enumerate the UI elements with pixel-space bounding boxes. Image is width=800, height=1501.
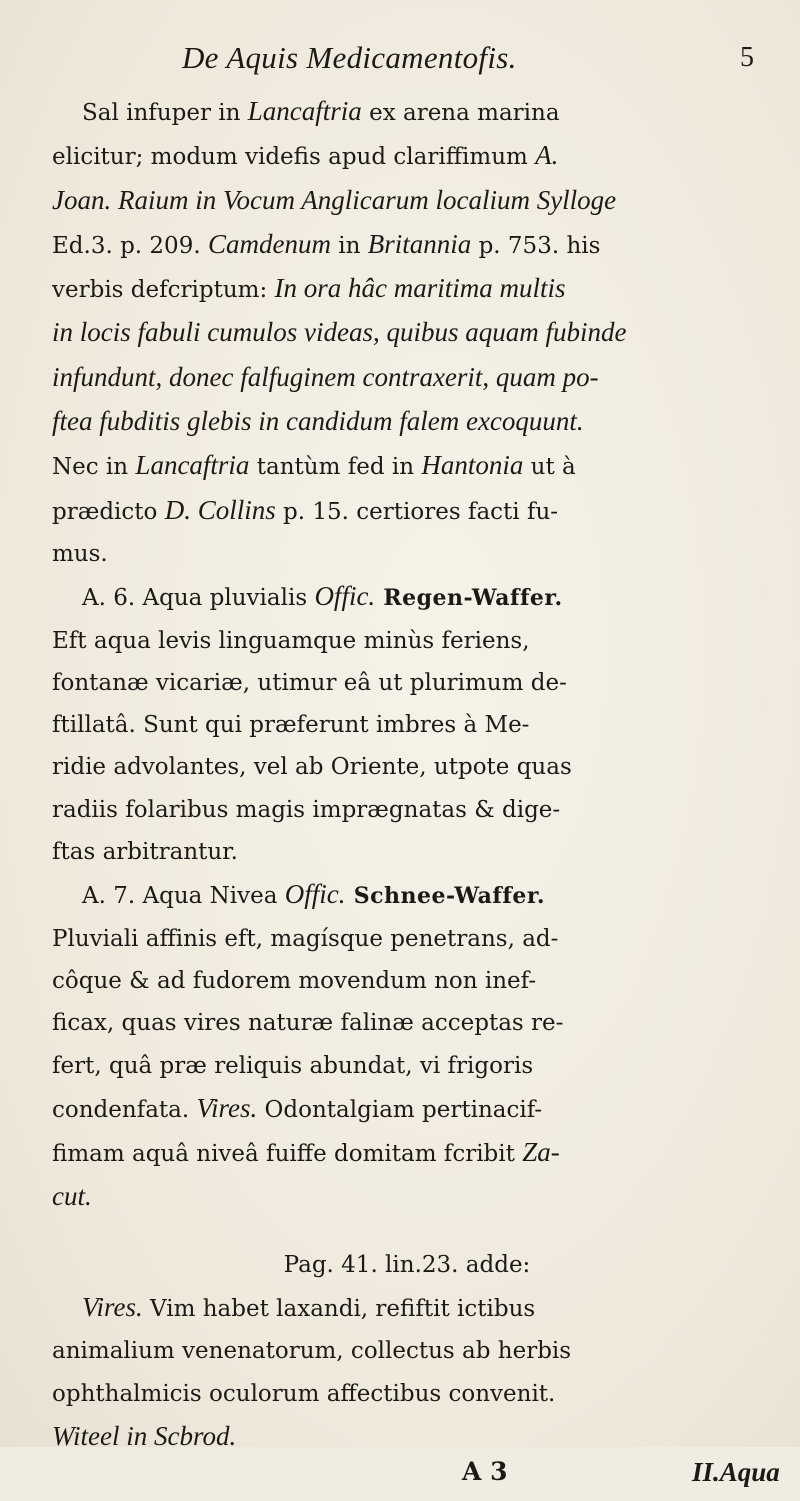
addendum-heading: Pag. 41. lin.23. adde: (283, 1251, 531, 1278)
text-line: prædicto D. Collins p. 15. certiores facti fu- (52, 494, 559, 525)
text-line: verbis defcriptum: In ora hâc maritima multis (52, 273, 566, 304)
paragraph-aqua-nivea (52, 873, 762, 1217)
text-line: Pluviali affinis eft, magísque penetrans, ad- (52, 925, 559, 952)
text-line: ficax, quas vires naturæ falinæ acceptas re- (52, 1010, 564, 1037)
paragraph-aqua-pluvialis (52, 575, 762, 873)
text-line: Sal infuper in Lancaftria ex arena marina (82, 96, 560, 126)
text-line: Joan. Raium in Vocum Anglicarum localium Sylloge (52, 184, 617, 215)
text-line: Nec in Lancaftria tantùm fed in Hantonia ut à (52, 450, 576, 481)
page-number: 5 (740, 42, 754, 73)
text-line: ophthalmicis oculorum affectibus convenit. (52, 1380, 556, 1407)
text-line: côque & ad fudorem movendum non inef- (52, 967, 537, 994)
running-header (52, 40, 762, 90)
text-line: ridie advolantes, vel ab Oriente, utpote quas (52, 754, 572, 781)
text-line: elicitur; modum videfis apud clariffimum A. (52, 140, 559, 171)
text-line: fimam aquâ niveâ fuiffe domitam fcribit Za- (52, 1137, 560, 1168)
text-line: Witeel in Scbrod. (52, 1420, 237, 1451)
text-line: ftillatâ. Sunt qui præferunt imbres à Me- (52, 712, 530, 739)
text-line: animalium venenatorum, collectus ab herbis (52, 1338, 572, 1365)
text-line: condenfata. Vires. Odontalgiam pertinacif- (52, 1092, 543, 1123)
text-line: Ed.3. p. 209. Camdenum in Britannia p. 753. his (52, 228, 601, 259)
page-footer (52, 1457, 780, 1501)
running-title: De Aquis Medicamentofis. (182, 40, 517, 75)
entry-heading: A. 6. Aqua pluvialis Offic. Regen-Waffer. (82, 581, 563, 612)
text-line: Eft aqua levis linguamque minùs feriens, (52, 627, 530, 654)
text-line: Vires. Vim habet laxandi, refiftit ictibus (82, 1292, 536, 1323)
spacer (52, 1218, 762, 1244)
text-line: in locis fabuli cumulos videas, quibus aquam fubinde (52, 317, 627, 348)
text-line: fontanæ vicariæ, utimur eâ ut plurimum de- (52, 669, 567, 696)
entry-heading: A. 7. Aqua Nivea Offic. Schnee-Waffer. (82, 879, 546, 910)
text-line: radiis folaribus magis imprægnatas & dige- (52, 796, 561, 823)
catchword: II.Aqua (692, 1457, 780, 1488)
text-line: mus. (52, 540, 108, 567)
text-line: ftea fubditis glebis in candidum falem excoquunt. (52, 406, 584, 437)
signature-mark: A 3 (462, 1457, 508, 1487)
paragraph-sal (52, 90, 762, 575)
addendum (52, 1244, 762, 1457)
text-line: cut. (52, 1181, 92, 1212)
text-line: fert, quâ præ reliquis abundat, vi frigoris (52, 1052, 534, 1079)
text-line: ftas arbitrantur. (52, 839, 238, 866)
text-line: infundunt, donec falfuginem contraxerit, quam po- (52, 361, 599, 392)
